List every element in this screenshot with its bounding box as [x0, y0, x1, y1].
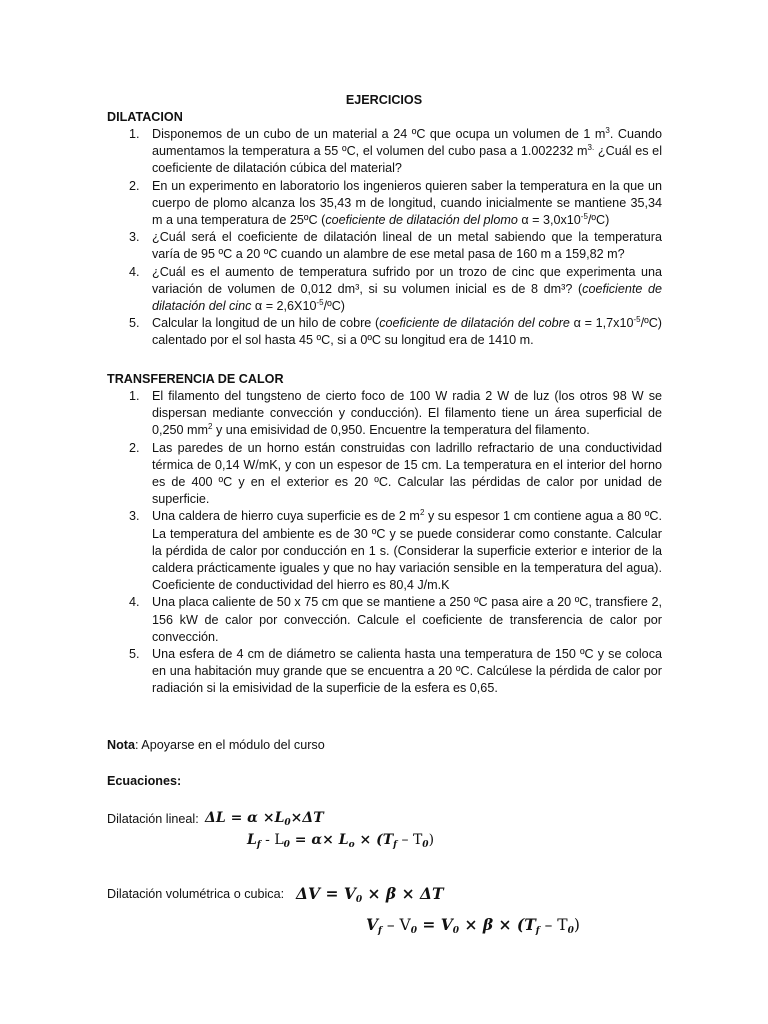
item-number: 5. [129, 647, 140, 662]
equations-heading: Ecuaciones: [107, 774, 182, 788]
subscript: 0 [355, 895, 363, 905]
item-number: 5. [129, 316, 140, 331]
subscript: 0 [283, 840, 290, 850]
subscript: f [535, 926, 540, 936]
item-text: y su espesor 1 cm contiene agua a 80 ºC. La temperatura del ambiente es de 30 ºC y se puede considerar como constante. Calcular la pérdida de calor por conducción en 1 s. (Considerar la superficie exterior e interior de la caldera prácticamente iguales y que no hay variación sensible en la temperatura del agua). Coeficiente de conductividad del hierro es 80,4 J/m.K [152, 509, 662, 593]
note-label: Nota [107, 738, 135, 752]
superscript: -5 [316, 298, 324, 308]
volumetric-expansion-equation [296, 884, 444, 904]
item-number: 1. [129, 389, 140, 403]
equation-part: ×ΔT [290, 810, 324, 826]
superscript: 2 [419, 508, 425, 518]
transferencia-exercise-list [107, 388, 662, 698]
list-item [107, 315, 662, 349]
superscript: 3. [587, 143, 595, 153]
equation-part: = α× L [289, 832, 349, 848]
superscript: -5 [580, 212, 588, 222]
list-item [107, 440, 662, 509]
list-item [107, 126, 662, 178]
equation-part: ) [428, 832, 435, 848]
item-text: En un experimento en laboratorio los ingenieros quieren saber la temperatura en la que un cuerpo de plomo alcanza los 35,43 m de longitud, cuando inicialmente se mantiene 35,34 m a una temperatura de 25ºC ( [152, 178, 662, 228]
page-title: EJERCICIOS [345, 93, 423, 107]
item-number: 2. [129, 440, 140, 455]
item-number: 4. [129, 595, 140, 610]
list-item [107, 264, 662, 316]
item-text: Calcular la longitud de un hilo de cobre ( [152, 316, 380, 331]
equation-part: V [366, 915, 379, 934]
list-item [107, 388, 662, 440]
item-text: α = 2,6X10 [251, 299, 317, 314]
equation-part: L [247, 832, 257, 848]
item-text: Las paredes de un horno están construidas con ladrillo refractario de una conductividad térmica de 0,14 W/mK, y con un espesor de 15 cm. La temperatura en el interior del horno es de 400 ºC y en el exterior es 20 ºC. Calcular las pérdidas de calor por unidad de superficie. [152, 440, 662, 507]
subscript: f [393, 840, 398, 850]
item-number: 2. [129, 178, 140, 193]
linear-expansion-label: Dilatación lineal: [107, 812, 199, 826]
note-line [107, 737, 325, 754]
dilatacion-exercise-list [107, 126, 662, 350]
item-text: Una placa caliente de 50 x 75 cm que se mantiene a 250 ºC pasa aire a 20 ºC, transfiere 2, 156 kW de calor por convección. Calcule el coeficiente de transferencia de calor por convección. [152, 595, 662, 644]
equation-part: – V [381, 916, 411, 934]
item-text: El filamento del tungsteno de cierto foco de 100 W radia 2 W de luz (los otros 98 W se dispersan mediante convección y conducción). El filamento tiene un área superficial de 0,250 mm [152, 389, 662, 438]
list-item [107, 508, 662, 594]
equation-part: ΔV = V [296, 884, 356, 903]
superscript: -5 [633, 315, 641, 325]
equation-part: - L [260, 832, 284, 848]
item-text: Una esfera de 4 cm de diámetro se calienta hasta una temperatura de 150 ºC y se coloca en una habitación muy grande que se encuentra a 20 ºC. Calcúlese la pérdida de calor por radiación si la emisividad de la superficie de la esfera es 0,65. [152, 647, 662, 696]
superscript: 2 [208, 422, 213, 432]
section-heading-dilatacion: DILATACION [107, 110, 183, 124]
subscript: 0 [422, 840, 429, 850]
item-text: /ºC) calentado por el sol hasta 45 ºC, si a 0ºC su longitud era de 1410 m. [152, 316, 662, 348]
item-number: 4. [129, 264, 140, 279]
equation-part: × β × ΔT [362, 884, 444, 903]
equation-part: – T [539, 916, 568, 934]
item-number: 3. [129, 509, 140, 524]
item-text: α = 3,0x10 [517, 213, 581, 228]
item-text: . Cuando aumentamos la temperatura a 55 ºC, el volumen del cubo pasa a 1.002232 m [152, 127, 662, 159]
section-heading-transferencia: TRANSFERENCIA DE CALOR [107, 372, 284, 386]
subscript: f [378, 926, 382, 936]
list-item [107, 229, 662, 263]
item-text: ¿Cuál es el aumento de temperatura sufrido por un trozo de cinc que experimenta una variación de volumen de 0,012 dm³, si su volumen inicial es de 8 dm³? ( [152, 264, 662, 296]
subscript: 0 [284, 818, 291, 828]
item-number: 1. [129, 127, 140, 141]
item-text: Una caldera de hierro cuya superficie es de 2 m [152, 509, 420, 524]
italic-text: coeficiente de dilatación del cobre [379, 316, 570, 331]
equation-part: × β × (T [459, 915, 536, 934]
item-text: /ºC) [323, 299, 345, 314]
item-text: Disponemos de un cubo de un material a 24 ºC que ocupa un volumen de 1 m [152, 127, 606, 141]
subscript: 0 [410, 926, 417, 936]
volumetric-expansion-label: Dilatación volumétrica o cubica: [107, 887, 285, 901]
item-text: ¿Cuál será el coeficiente de dilatación lineal de un metal sabiendo que la temperatura varía de 95 ºC a 20 ºC cuando un alambre de ese metal pasa de 160 m a 159,82 m? [152, 230, 662, 262]
volumetric-expansion-expanded-equation [366, 915, 580, 935]
equation-part: = V [416, 915, 453, 934]
italic-text: coeficiente de dilatación del cinc [152, 281, 662, 314]
linear-expansion-expanded-equation [247, 830, 434, 850]
equation-part: – T [397, 832, 423, 848]
item-text: y una emisividad de 0,950. Encuentre la temperatura del filamento. [212, 423, 590, 438]
superscript: 3 [605, 126, 610, 135]
list-item [107, 594, 662, 646]
subscript: f [256, 840, 261, 850]
list-item [107, 178, 662, 230]
note-text: : Apoyarse en el módulo del curso [135, 738, 325, 752]
item-text: /ºC) [587, 213, 610, 228]
equation-part: ΔL = α ×L [205, 810, 285, 826]
item-text: α = 1,7x10 [569, 316, 634, 331]
equation-part: ) [573, 916, 580, 934]
italic-text: coeficiente de dilatación del plomo [325, 213, 518, 228]
subscript: o [348, 840, 355, 850]
item-number: 3. [129, 230, 140, 245]
list-item [107, 646, 662, 698]
linear-expansion-equation [205, 808, 324, 828]
subscript: 0 [567, 926, 574, 936]
item-text: ¿Cuál es el coeficiente de dilatación cúbica del material? [152, 144, 662, 176]
subscript: 0 [452, 926, 460, 936]
equation-part: × (T [354, 832, 394, 848]
